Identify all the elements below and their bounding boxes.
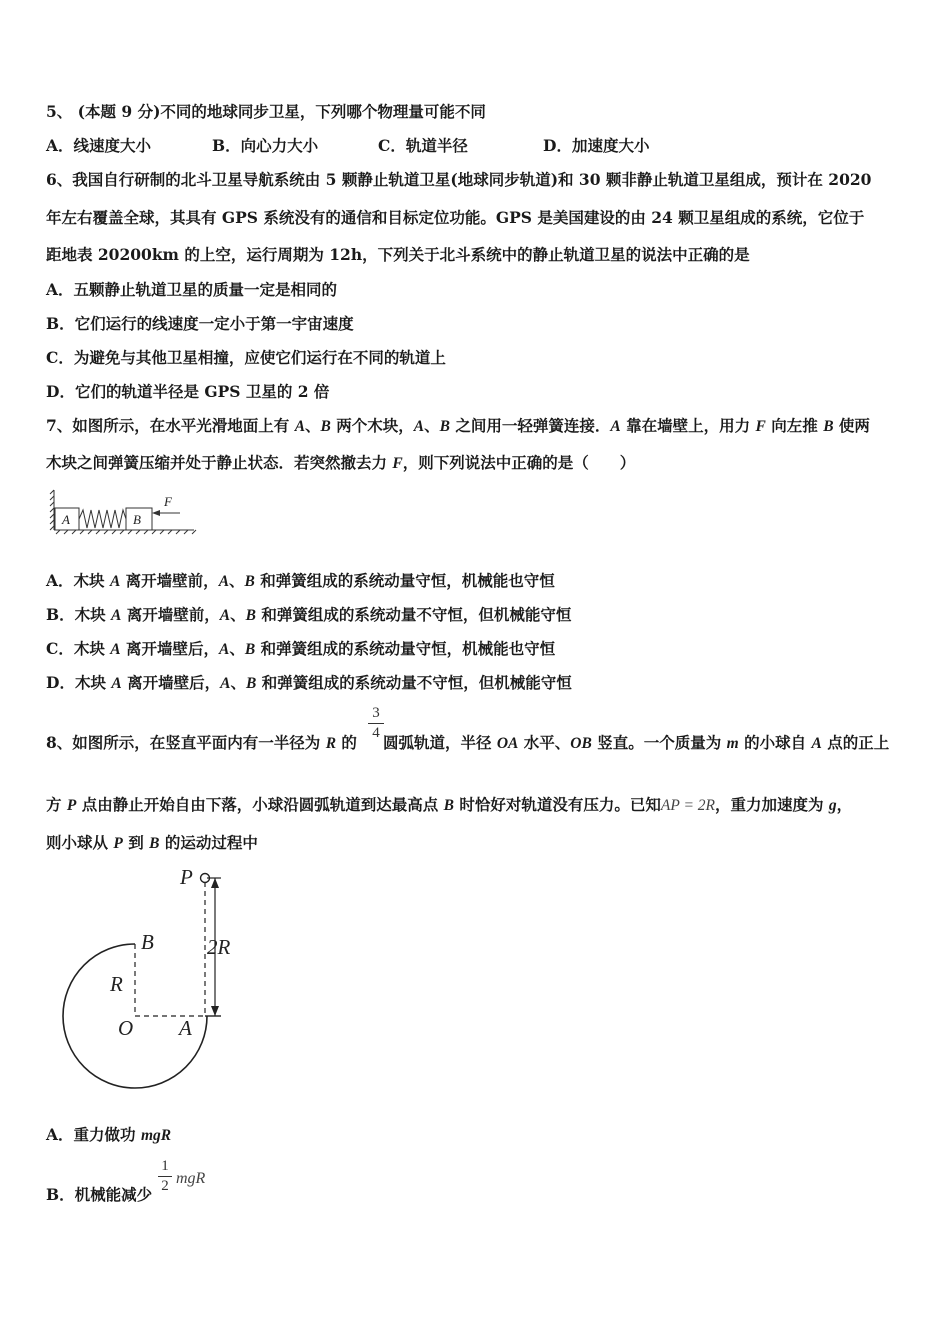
q7-option-c: C．木块 A 离开墙壁后，A、B 和弹簧组成的系统动量守恒，机械能也守恒 (46, 639, 556, 658)
q7-option-d: D．木块 A 离开墙壁后，A、B 和弹簧组成的系统动量不守恒，但机械能守恒 (46, 673, 572, 692)
fraction-denominator: 4 (372, 725, 380, 741)
q5-option-a: A．线速度大小 (46, 136, 152, 155)
label-a: A (179, 1016, 192, 1040)
block-a-label: A (62, 512, 70, 527)
force-label: F (164, 494, 172, 509)
q6-option-d: D．它们的轨道半径是 GPS 卫星的 2 倍 (46, 382, 330, 401)
fraction-numerator: 3 (372, 705, 380, 721)
q6-option-c: C．为避免与其他卫星相撞，应使它们运行在不同的轨道上 (46, 348, 446, 367)
label-2r: 2R (207, 935, 231, 959)
math-ap-2r: AP = 2R (660, 797, 716, 814)
q7-option-a: A．木块 A 离开墙壁前，A、B 和弹簧组成的系统动量守恒，机械能也守恒 (46, 571, 555, 590)
q8-stem-line-2: 方 P 点由静止开始自由下落，小球沿圆弧轨道到达最高点 B 时恰好对轨道没有压力。已知AP = 2R，重力加速度为 g， (46, 795, 853, 814)
q5-stem: 5、 (本题 9 分)不同的地球同步卫星，下列哪个物理量可能不同 (46, 102, 486, 121)
force-arrowhead (152, 510, 160, 516)
q8-option-a: A．重力做功 mgR (46, 1125, 172, 1144)
arc-track-figure (55, 860, 245, 1095)
fraction-numerator: 1 (161, 1158, 169, 1174)
q8-stem-line-1: 8、如图所示，在竖直平面内有一半径为 R 的 圆弧轨道，半径 OA 水平、OB 竖直。一个质量为 m 的小球自 A 点的正上 (46, 733, 890, 752)
fraction-denominator: 2 (161, 1178, 169, 1194)
spring-block-figure (48, 486, 198, 538)
q6-stem-line-3: 距地表 20200km 的上空，运行周期为 12h，下列关于北斗系统中的静止轨道卫星的说法中正确的是 (46, 245, 750, 264)
label-r: R (110, 972, 123, 996)
q6-option-a: A．五颗静止轨道卫星的质量一定是相同的 (46, 280, 338, 299)
q6-option-b: B．它们运行的线速度一定小于第一宇宙速度 (46, 314, 354, 333)
q7-stem-line-2: 木块之间弹簧压缩并处于静止状态．若突然撤去力 F，则下列说法中正确的是（ ） (46, 453, 636, 472)
q8-option-b-value: mgR (176, 1170, 206, 1187)
q8-stem-line-3: 则小球从 P 到 B 的运动过程中 (46, 833, 258, 852)
ground-hatch (54, 530, 196, 534)
fraction-one-half (158, 1158, 172, 1195)
q8-option-b: B．机械能减少 (46, 1185, 153, 1204)
q5-option-b: B．向心力大小 (212, 136, 319, 155)
block-b-label: B (133, 512, 141, 527)
q7-stem-line-1: 7、如图所示，在水平光滑地面上有 A、B 两个木块，A、B 之间用一轻弹簧连接．A 靠在墙壁上，用力 F 向左推 B 使两 (46, 416, 870, 435)
q7-option-b: B．木块 A 离开墙壁前，A、B 和弹簧组成的系统动量不守恒，但机械能守恒 (46, 605, 572, 624)
label-p: P (180, 865, 193, 889)
wall-hatch (50, 490, 54, 530)
q6-stem-line-2: 年左右覆盖全球，其具有 GPS 系统没有的通信和目标定位功能。GPS 是美国建设的由 24 颗卫星组成的系统，它位于 (46, 208, 865, 227)
label-b: B (141, 930, 154, 954)
dimension-arrow-up (211, 878, 219, 888)
fraction-three-quarters (368, 705, 384, 742)
spring (79, 510, 126, 528)
dimension-arrow-down (211, 1006, 219, 1016)
q5-option-c: C．轨道半径 (378, 136, 468, 155)
q5-option-d: D．加速度大小 (543, 136, 650, 155)
label-o: O (118, 1016, 134, 1040)
q6-stem-line-1: 6、我国自行研制的北斗卫星导航系统由 5 颗静止轨道卫星(地球同步轨道)和 30 颗非静止轨道卫星组成，预计在 2020 (46, 170, 872, 189)
